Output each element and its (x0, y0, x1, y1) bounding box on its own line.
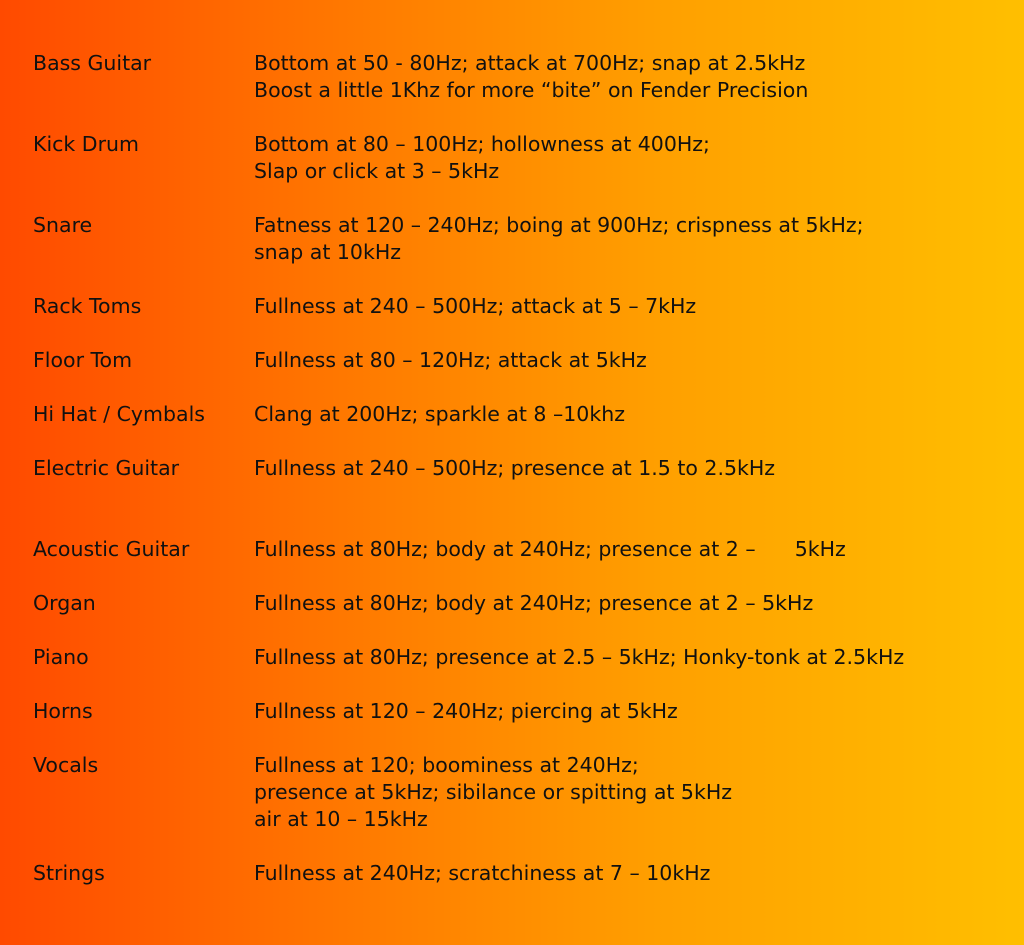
instrument-label: Bass Guitar (33, 51, 152, 75)
row-vocals (33, 752, 1008, 833)
eq-tips (254, 698, 1008, 725)
row-horns (33, 698, 1008, 725)
tip-line: Fullness at 80Hz; presence at 2.5 – 5kHz; Honky-tonk at 2.5kHz (254, 645, 905, 669)
tip-line: Fullness at 120; boominess at 240Hz; (254, 753, 639, 777)
row-acoustic-guitar (33, 536, 1008, 563)
eq-tips (254, 293, 1008, 320)
tip-line: Bottom at 80 – 100Hz; hollowness at 400Hz; (254, 132, 710, 156)
instrument-label: Horns (33, 699, 93, 723)
row-kick-drum (33, 131, 1008, 185)
eq-tips (254, 401, 1008, 428)
tip-line: presence at 5kHz; sibilance or spitting at 5kHz (254, 780, 733, 804)
tip-line: Clang at 200Hz; sparkle at 8 –10khz (254, 402, 625, 426)
instrument-label: Piano (33, 645, 89, 669)
row-bass-guitar (33, 50, 1008, 104)
instrument-label: Electric Guitar (33, 456, 180, 480)
tip-line: Fullness at 80Hz; body at 240Hz; presence at 2 – 5kHz (254, 537, 846, 561)
tip-line: Boost a little 1Khz for more “bite” on Fender Precision (254, 78, 809, 102)
eq-frequency-table (33, 50, 1008, 887)
eq-tips (254, 212, 1008, 266)
eq-tips (254, 860, 1008, 887)
instrument-label: Snare (33, 213, 93, 237)
tip-line: Fullness at 240Hz; scratchiness at 7 – 10kHz (254, 861, 711, 885)
instrument-label: Acoustic Guitar (33, 537, 190, 561)
row-hi-hat-cymbals (33, 401, 1008, 428)
row-rack-toms (33, 293, 1008, 320)
eq-tips (254, 131, 1008, 185)
eq-tips (254, 590, 1008, 617)
instrument-label: Organ (33, 591, 96, 615)
tip-line: Slap or click at 3 – 5kHz (254, 159, 500, 183)
row-floor-tom (33, 347, 1008, 374)
eq-tips (254, 347, 1008, 374)
tip-line: Fullness at 240 – 500Hz; attack at 5 – 7kHz (254, 294, 697, 318)
instrument-label: Floor Tom (33, 348, 133, 372)
instrument-label: Rack Toms (33, 294, 142, 318)
tip-line: Fatness at 120 – 240Hz; boing at 900Hz; crispness at 5kHz; (254, 213, 864, 237)
row-piano (33, 644, 1008, 671)
instrument-label: Kick Drum (33, 132, 139, 156)
tip-line: snap at 10kHz (254, 240, 402, 264)
tip-line: Fullness at 80Hz; body at 240Hz; presence at 2 – 5kHz (254, 591, 814, 615)
instrument-label: Vocals (33, 753, 99, 777)
row-strings (33, 860, 1008, 887)
row-organ (33, 590, 1008, 617)
tip-line: Bottom at 50 - 80Hz; attack at 700Hz; snap at 2.5kHz (254, 51, 806, 75)
instrument-label: Strings (33, 861, 105, 885)
eq-tips (254, 536, 1008, 563)
eq-tips (254, 644, 1008, 671)
row-electric-guitar (33, 455, 1008, 482)
eq-tips (254, 455, 1008, 482)
tip-line: Fullness at 120 – 240Hz; piercing at 5kHz (254, 699, 678, 723)
eq-tips (254, 50, 1008, 104)
tip-line: air at 10 – 15kHz (254, 807, 428, 831)
instrument-label: Hi Hat / Cymbals (33, 402, 205, 426)
row-snare (33, 212, 1008, 266)
eq-tips (254, 752, 1008, 833)
tip-line: Fullness at 80 – 120Hz; attack at 5kHz (254, 348, 647, 372)
tip-line: Fullness at 240 – 500Hz; presence at 1.5 to 2.5kHz (254, 456, 776, 480)
